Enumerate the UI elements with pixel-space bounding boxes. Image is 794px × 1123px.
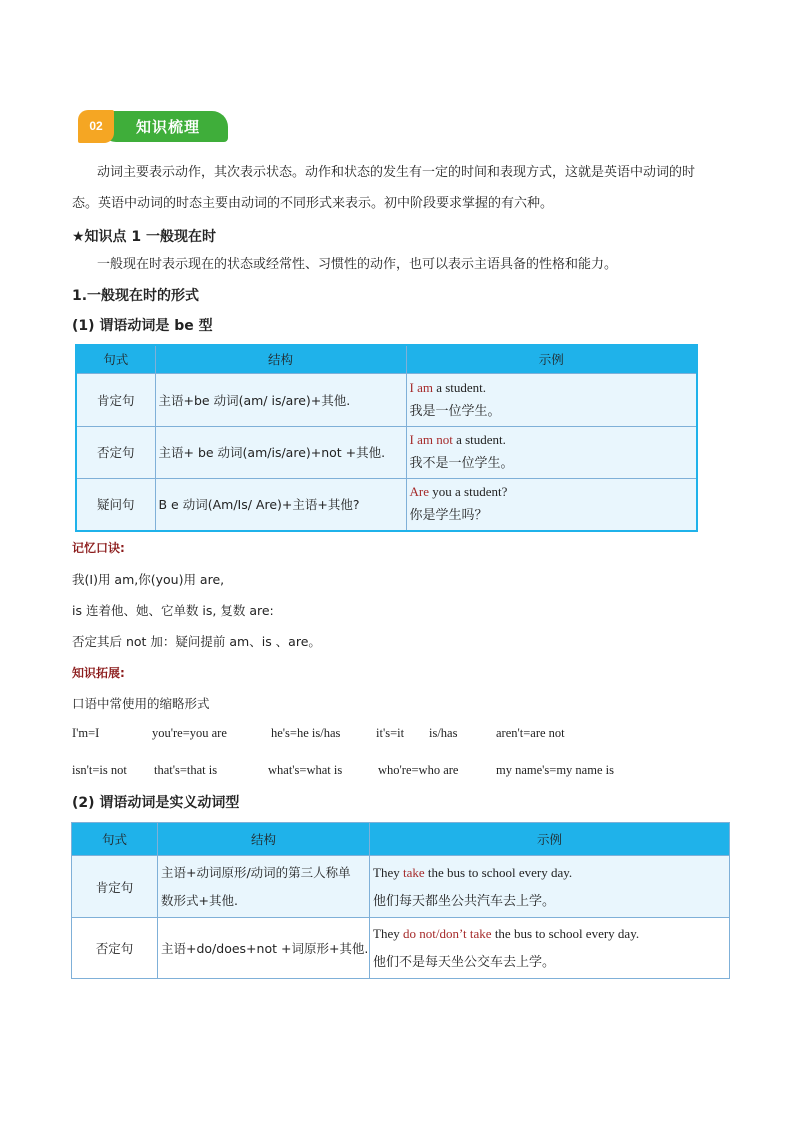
row-structure: 主语+be 动词(am/ is/are)+其他. xyxy=(155,373,406,426)
section-title: 知识梳理 xyxy=(136,118,201,136)
structure-line: 主语+动词原形/动词的第三人称单 xyxy=(161,864,351,880)
header-structure: 结构 xyxy=(155,345,406,373)
section-badge xyxy=(78,110,228,143)
abbr-item: you're=you are xyxy=(152,726,227,740)
example-rest: a student. xyxy=(432,379,487,395)
example-subject: They xyxy=(373,864,403,880)
row-structure: 主语+ be 动词(am/is/are)+not +其他. xyxy=(155,426,406,478)
be-verb-table xyxy=(75,344,698,532)
subsection-notional-title: (2) 谓语动词是实义动词型 xyxy=(72,795,240,811)
example-translation: 我不是一位学生。 xyxy=(409,456,514,471)
notional-verb-table xyxy=(71,822,730,979)
table-row xyxy=(76,373,697,426)
abbr-item: who're=who are xyxy=(378,763,459,777)
row-example xyxy=(370,918,730,979)
row-example xyxy=(406,426,697,478)
knowledge-point-desc: 一般现在时表示现在的状态或经常性、习惯性的动作，也可以表示主语具备的性格和能力。 xyxy=(97,257,618,272)
memory-line-1: 我(I)用 am,你(you)用 are, xyxy=(72,572,225,587)
row-structure xyxy=(158,918,370,979)
example-rest: the bus to school every day. xyxy=(424,864,573,880)
memory-line-2: is 连着他、她、它单数 is, 复数 are: xyxy=(72,603,274,618)
example-highlight: Are xyxy=(409,484,429,500)
subsection-title: 1.一般现在时的形式 xyxy=(72,288,200,304)
structure-line: 数形式+其他. xyxy=(161,892,238,908)
table-row xyxy=(76,478,697,531)
header-type: 句式 xyxy=(72,823,158,856)
memory-label: 记忆口诀: xyxy=(72,541,125,555)
header-structure: 结构 xyxy=(158,823,370,856)
example-translation: 他们不是每天坐公交车去上学。 xyxy=(373,955,556,970)
example-translation: 我是一位学生。 xyxy=(409,403,501,419)
row-example xyxy=(370,856,730,918)
example-rest: a student. xyxy=(452,432,506,447)
intro-line-1: 动词主要表示动作，其次表示状态。动作和状态的发生有一定的时间和表现方式，这就是英语中动词的时 xyxy=(97,165,696,180)
header-type: 句式 xyxy=(76,345,155,373)
example-highlight: I am not xyxy=(409,432,453,447)
section-number: 02 xyxy=(78,110,114,143)
row-structure: B e 动词(Am/Is/ Are)+主语+其他? xyxy=(155,478,406,531)
example-highlight: I am xyxy=(409,379,433,395)
header-example: 示例 xyxy=(370,823,730,856)
row-type: 疑问句 xyxy=(76,478,155,531)
row-type: 否定句 xyxy=(72,918,158,979)
abbr-item: isn't=is not xyxy=(72,763,127,777)
abbr-item: that's=that is xyxy=(154,763,218,777)
example-translation: 你是学生吗？ xyxy=(409,508,488,524)
intro-line-2: 态。英语中动词的时态主要由动词的不同形式来表示。初中阶段要求掌握的有六种。 xyxy=(72,196,554,211)
table-row xyxy=(72,856,730,918)
structure-line: 主语+do/does+not +词原形+其他. xyxy=(161,941,369,956)
table-header-row xyxy=(72,823,730,856)
memory-line-3: 否定其后 not 加：疑问提前 am、is 、are。 xyxy=(72,634,321,649)
example-rest: the bus to school every day. xyxy=(491,926,640,941)
table-header-row xyxy=(76,345,697,373)
row-type: 肯定句 xyxy=(76,373,155,426)
abbr-item: is/has xyxy=(429,726,458,740)
row-example xyxy=(406,373,697,426)
example-subject: They xyxy=(373,926,403,941)
row-structure xyxy=(158,856,370,918)
expand-intro: 口语中常使用的缩略形式 xyxy=(72,696,210,711)
expand-label: 知识拓展: xyxy=(72,666,125,680)
abbr-item: my name's=my name is xyxy=(496,763,614,777)
knowledge-point-title: ★知识点 1 一般现在时 xyxy=(72,229,217,245)
row-type: 否定句 xyxy=(76,426,155,478)
abbr-item: he's=he is/has xyxy=(271,726,341,740)
table-row xyxy=(72,918,730,979)
example-rest: you a student? xyxy=(429,484,508,500)
example-highlight: take xyxy=(402,864,425,880)
row-type: 肯定句 xyxy=(72,856,158,918)
row-example xyxy=(406,478,697,531)
example-highlight: do not/don’t take xyxy=(402,926,492,941)
example-translation: 他们每天都坐公共汽车去上学。 xyxy=(373,893,556,909)
table-row xyxy=(76,426,697,478)
subsection-be-title: (1) 谓语动词是 be 型 xyxy=(72,318,213,334)
abbr-item: it's=it xyxy=(376,726,405,740)
abbr-item: aren't=are not xyxy=(496,726,565,740)
header-example: 示例 xyxy=(406,345,697,373)
abbr-item: what's=what is xyxy=(268,763,343,777)
abbr-item: I'm=I xyxy=(72,726,100,740)
